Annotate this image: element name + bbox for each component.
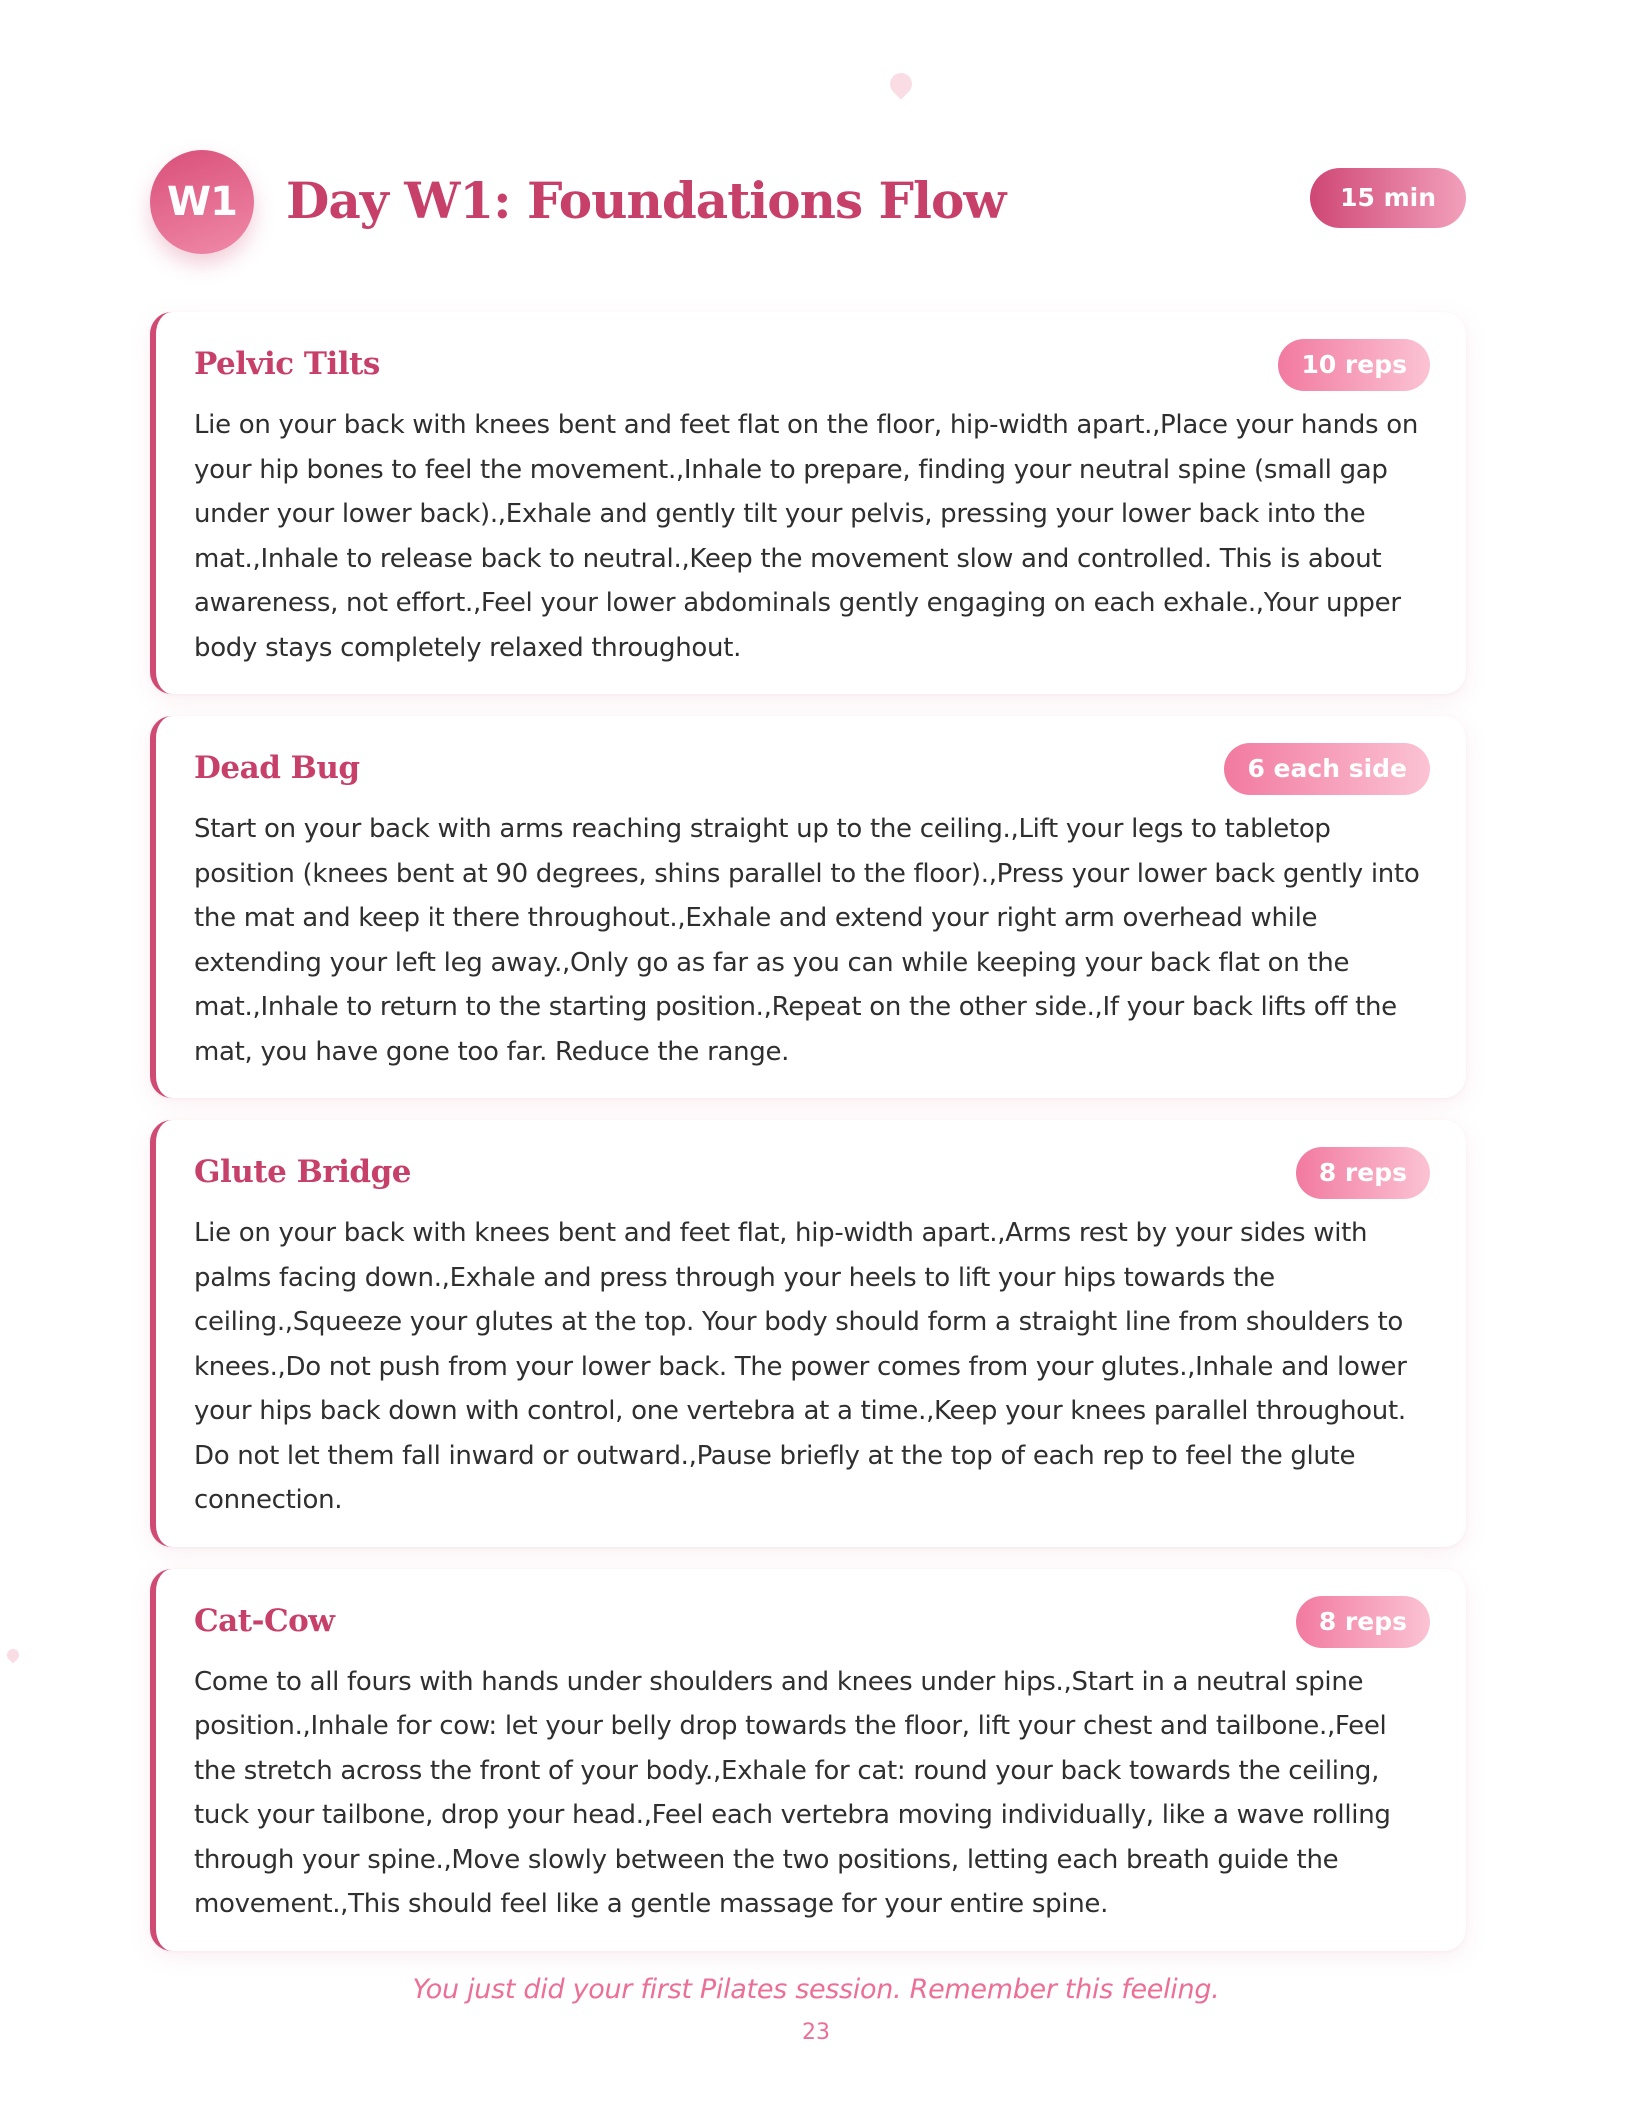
exercise-card-glute-bridge <box>150 1120 1466 1547</box>
exercise-description: Come to all fours with hands under shoulders and knees under hips.,Start in a neutral spine position.,Inhale for cow: let your belly drop towards the floor, lift your chest and tailbone.,Feel the stretch across the front of your body.,Exhale for cat: round your back towards the ceiling, tuck your tailbone, drop your head.,Feel each vertebra moving individually, like a wave rolling through your spine.,Move slowly between the two positions, letting each breath guide the movement.,This should feel like a gentle massage for your entire spine. <box>194 1666 1391 1919</box>
reps-badge: 8 reps <box>1296 1596 1430 1648</box>
exercise-card-header <box>194 339 1430 397</box>
session-header <box>150 150 1466 254</box>
exercise-title: Glute Bridge <box>194 1154 412 1190</box>
exercise-list <box>150 312 1466 1973</box>
duration-badge: 15 min <box>1310 168 1466 228</box>
exercise-card-pelvic-tilts <box>150 312 1466 694</box>
reps-badge: 6 each side <box>1224 743 1430 795</box>
exercise-card-cat-cow <box>150 1569 1466 1951</box>
exercise-description: Lie on your back with knees bent and feet flat on the floor, hip-width apart.,Place your hands on your hip bones to feel the movement.,Inhale to prepare, finding your neutral spine (small gap under your lower back).,Exhale and gently tilt your pelvis, pressing your lower back into the mat.,Inhale to release back to neutral.,Keep the movement slow and controlled. This is about awareness, not effort.,Feel your lower abdominals gently engaging on each exhale.,Your upper body stays completely relaxed throughout. <box>194 410 1419 663</box>
exercise-card-header <box>194 743 1430 801</box>
page-title: Day W1: Foundations Flow <box>286 171 1006 230</box>
day-badge: W1 <box>150 150 254 254</box>
exercise-title: Pelvic Tilts <box>194 346 380 382</box>
closing-note: You just did your first Pilates session. Remember this feeling. <box>412 1974 1220 2005</box>
page-number: 23 <box>802 2020 830 2045</box>
exercise-card-header <box>194 1596 1430 1654</box>
exercise-card-header <box>194 1147 1430 1205</box>
decorative-petal <box>5 1647 22 1664</box>
exercise-title: Dead Bug <box>194 750 360 786</box>
exercise-title: Cat-Cow <box>194 1602 335 1639</box>
exercise-description: Start on your back with arms reaching straight up to the ceiling.,Lift your legs to tabletop position (knees bent at 90 degrees, shins parallel to the floor).,Press your lower back gently into the mat and keep it there throughout.,Exhale and extend your right arm overhead while extending your left leg away.,Only go as far as you can while keeping your back flat on the mat.,Inhale to return to the starting position.,Repeat on the other side.,If your back lifts off the mat, you have gone too far. Reduce the range. <box>194 814 1420 1067</box>
exercise-description: Lie on your back with knees bent and feet flat, hip-width apart.,Arms rest by your sides with palms facing down.,Exhale and press through your heels to lift your hips towards the ceiling.,Squeeze your glutes at the top. Your body should form a straight line from shoulders to knees.,Do not push from your lower back. The power comes from your glutes.,Inhale and lower your hips back down with control, one vertebra at a time.,Keep your knees parallel throughout. Do not let them fall inward or outward.,Pause briefly at the top of each rep to feel the glute connection. <box>194 1218 1407 1515</box>
reps-badge: 10 reps <box>1278 339 1430 391</box>
reps-badge: 8 reps <box>1296 1147 1430 1199</box>
exercise-card-dead-bug <box>150 716 1466 1098</box>
decorative-petal <box>885 68 916 99</box>
